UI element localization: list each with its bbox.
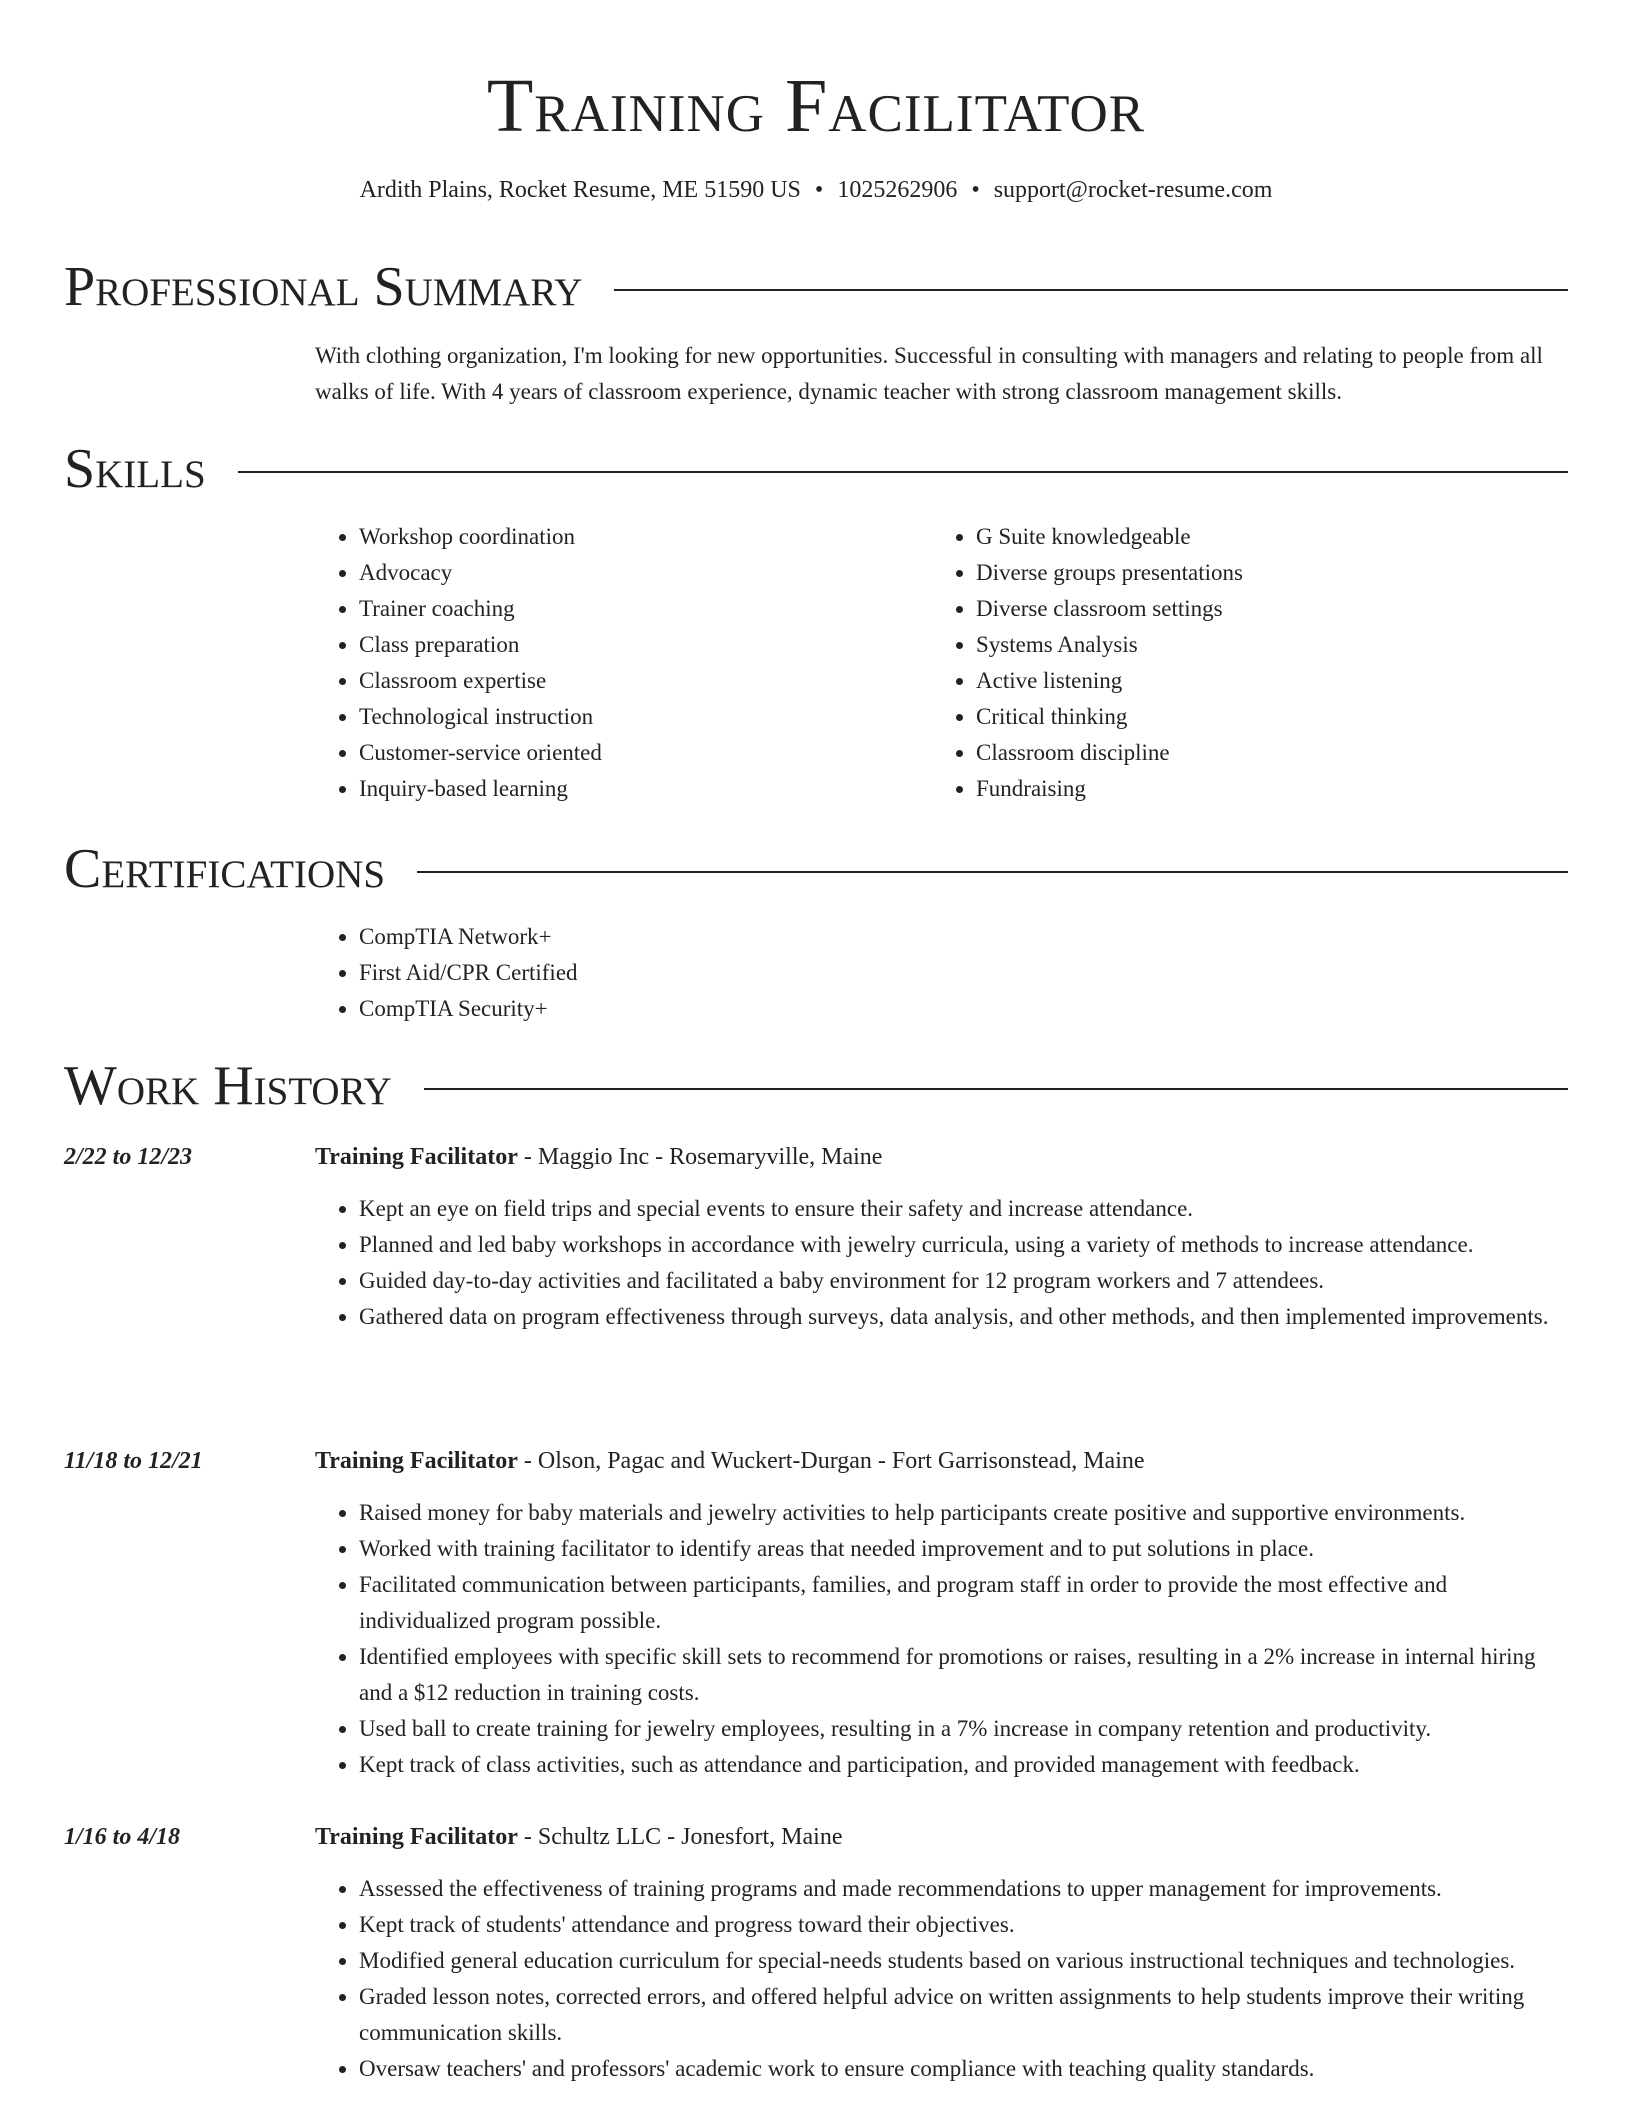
skill-item: • Active listening [976,663,1492,699]
certification-item: • CompTIA Network+ [359,919,1115,955]
job-bullet: • Modified general education curriculum for special-needs students based on various instructional techniques and technologies. [359,1943,1568,1979]
contact-email: support@rocket-resume.com [993,177,1273,203]
skills-list-left [315,519,875,807]
job-bullet: • Graded lesson notes, corrected errors, and offered helpful advice on written assignments to help students improve their writing communication skills. [359,1979,1568,2051]
section-title-certifications: Certifications [64,838,386,900]
job-title: Training Facilitator [315,1824,518,1850]
section-title-work: Work History [64,1055,392,1117]
job-bullet: • Oversaw teachers' and professors' academic work to ensure compliance with teaching quality standards. [359,2051,1568,2087]
skill-item: • Inquiry-based learning [359,771,875,807]
job-bullet: • Worked with training facilitator to identify areas that needed improvement and to put solutions in place. [359,1531,1568,1567]
skills-list-right [932,519,1492,807]
certifications-block [315,919,1115,1027]
section-header-summary [64,255,1568,319]
certifications-list [315,919,1115,1027]
job-bullet: • Used ball to create training for jewelry employees, resulting in a 7% increase in company retention and productivity. [359,1711,1568,1747]
section-title-skills: Skills [64,438,206,500]
job-bullet: • Kept an eye on field trips and special events to ensure their safety and increase attendance. [359,1191,1568,1227]
job-title-line [315,1443,1145,1479]
job-bullets [315,1871,1568,2087]
section-rule [238,471,1568,473]
section-header-skills [64,437,1568,501]
skill-item: • Advocacy [359,555,875,591]
section-rule [614,289,1568,291]
skill-item: • Technological instruction [359,699,875,735]
resume-name: Training Facilitator [486,64,1146,148]
section-rule [424,1088,1568,1090]
job-bullet: • Planned and led baby workshops in accordance with jewelry curricula, using a variety of methods to increase attendance. [359,1227,1568,1263]
skills-column-left [315,519,875,807]
job-bullet: • Facilitated communication between participants, families, and program staff in order to provide the most effective and individualized program possible. [359,1567,1568,1639]
skill-item: • Trainer coaching [359,591,875,627]
skill-item: • Critical thinking [976,699,1492,735]
skill-item: • Class preparation [359,627,875,663]
skill-item: • Diverse groups presentations [976,555,1492,591]
job-bullet: • Identified employees with specific skill sets to recommend for promotions or raises, resulting in a 2% increase in internal hiring and a $12 reduction in training costs. [359,1639,1568,1711]
job-bullet: • Kept track of class activities, such as attendance and participation, and provided management with feedback. [359,1747,1568,1783]
section-header-work [64,1054,1568,1118]
job-bullet: • Guided day-to-day activities and facilitated a baby environment for 12 program workers and 7 attendees. [359,1263,1568,1299]
job-employer: - Maggio Inc - Rosemaryville, Maine [517,1144,883,1170]
job-employer: - Schultz LLC - Jonesfort, Maine [517,1824,843,1850]
job-bullets [315,1495,1568,1783]
job-bullets [315,1191,1568,1335]
section-rule [417,871,1568,873]
job-title: Training Facilitator [315,1448,518,1474]
certification-item: • CompTIA Security+ [359,991,1115,1027]
job-employer: - Olson, Pagac and Wuckert-Durgan - Fort Garrisonstead, Maine [517,1448,1145,1474]
job-bullet: • Assessed the effectiveness of training programs and made recommendations to upper management for improvements. [359,1871,1568,1907]
skill-item: • Customer-service oriented [359,735,875,771]
skill-item: • Classroom expertise [359,663,875,699]
job-bullet: • Raised money for baby materials and jewelry activities to help participants create positive and supportive environments. [359,1495,1568,1531]
job-title: Training Facilitator [315,1144,518,1170]
skill-item: • Diverse classroom settings [976,591,1492,627]
certification-item: • First Aid/CPR Certified [359,955,1115,991]
job-dates: 11/18 to 12/21 [64,1448,203,1474]
contact-line [0,172,1632,208]
job-bullet: • Gathered data on program effectiveness through surveys, data analysis, and other methods, and then implemented improvements. [359,1299,1568,1335]
job-dates: 2/22 to 12/23 [64,1144,193,1170]
contact-phone: 1025262906 [837,177,958,203]
contact-separator: • [814,177,824,203]
skill-item: • Classroom discipline [976,735,1492,771]
skills-column-right [932,519,1492,807]
job-dates: 1/16 to 4/18 [64,1824,181,1850]
contact-address: Ardith Plains, Rocket Resume, ME 51590 US [359,177,801,203]
job-title-line [315,1819,842,1855]
contact-separator: • [971,177,980,203]
summary-text: With clothing organization, I'm looking for new opportunities. Successful in consulting with managers and relating to people from all walks of life. With 4 years of classroom experience, dynamic teacher with strong classroom management skills. [315,343,1543,404]
skill-item: • Fundraising [976,771,1492,807]
skill-item: • Workshop coordination [359,519,875,555]
skill-item: • Systems Analysis [976,627,1492,663]
section-title-summary: Professional Summary [64,256,583,318]
skill-item: • G Suite knowledgeable [976,519,1492,555]
job-title-line [315,1139,882,1175]
job-bullet: • Kept track of students' attendance and progress toward their objectives. [359,1907,1568,1943]
section-header-certifications [64,837,1568,901]
